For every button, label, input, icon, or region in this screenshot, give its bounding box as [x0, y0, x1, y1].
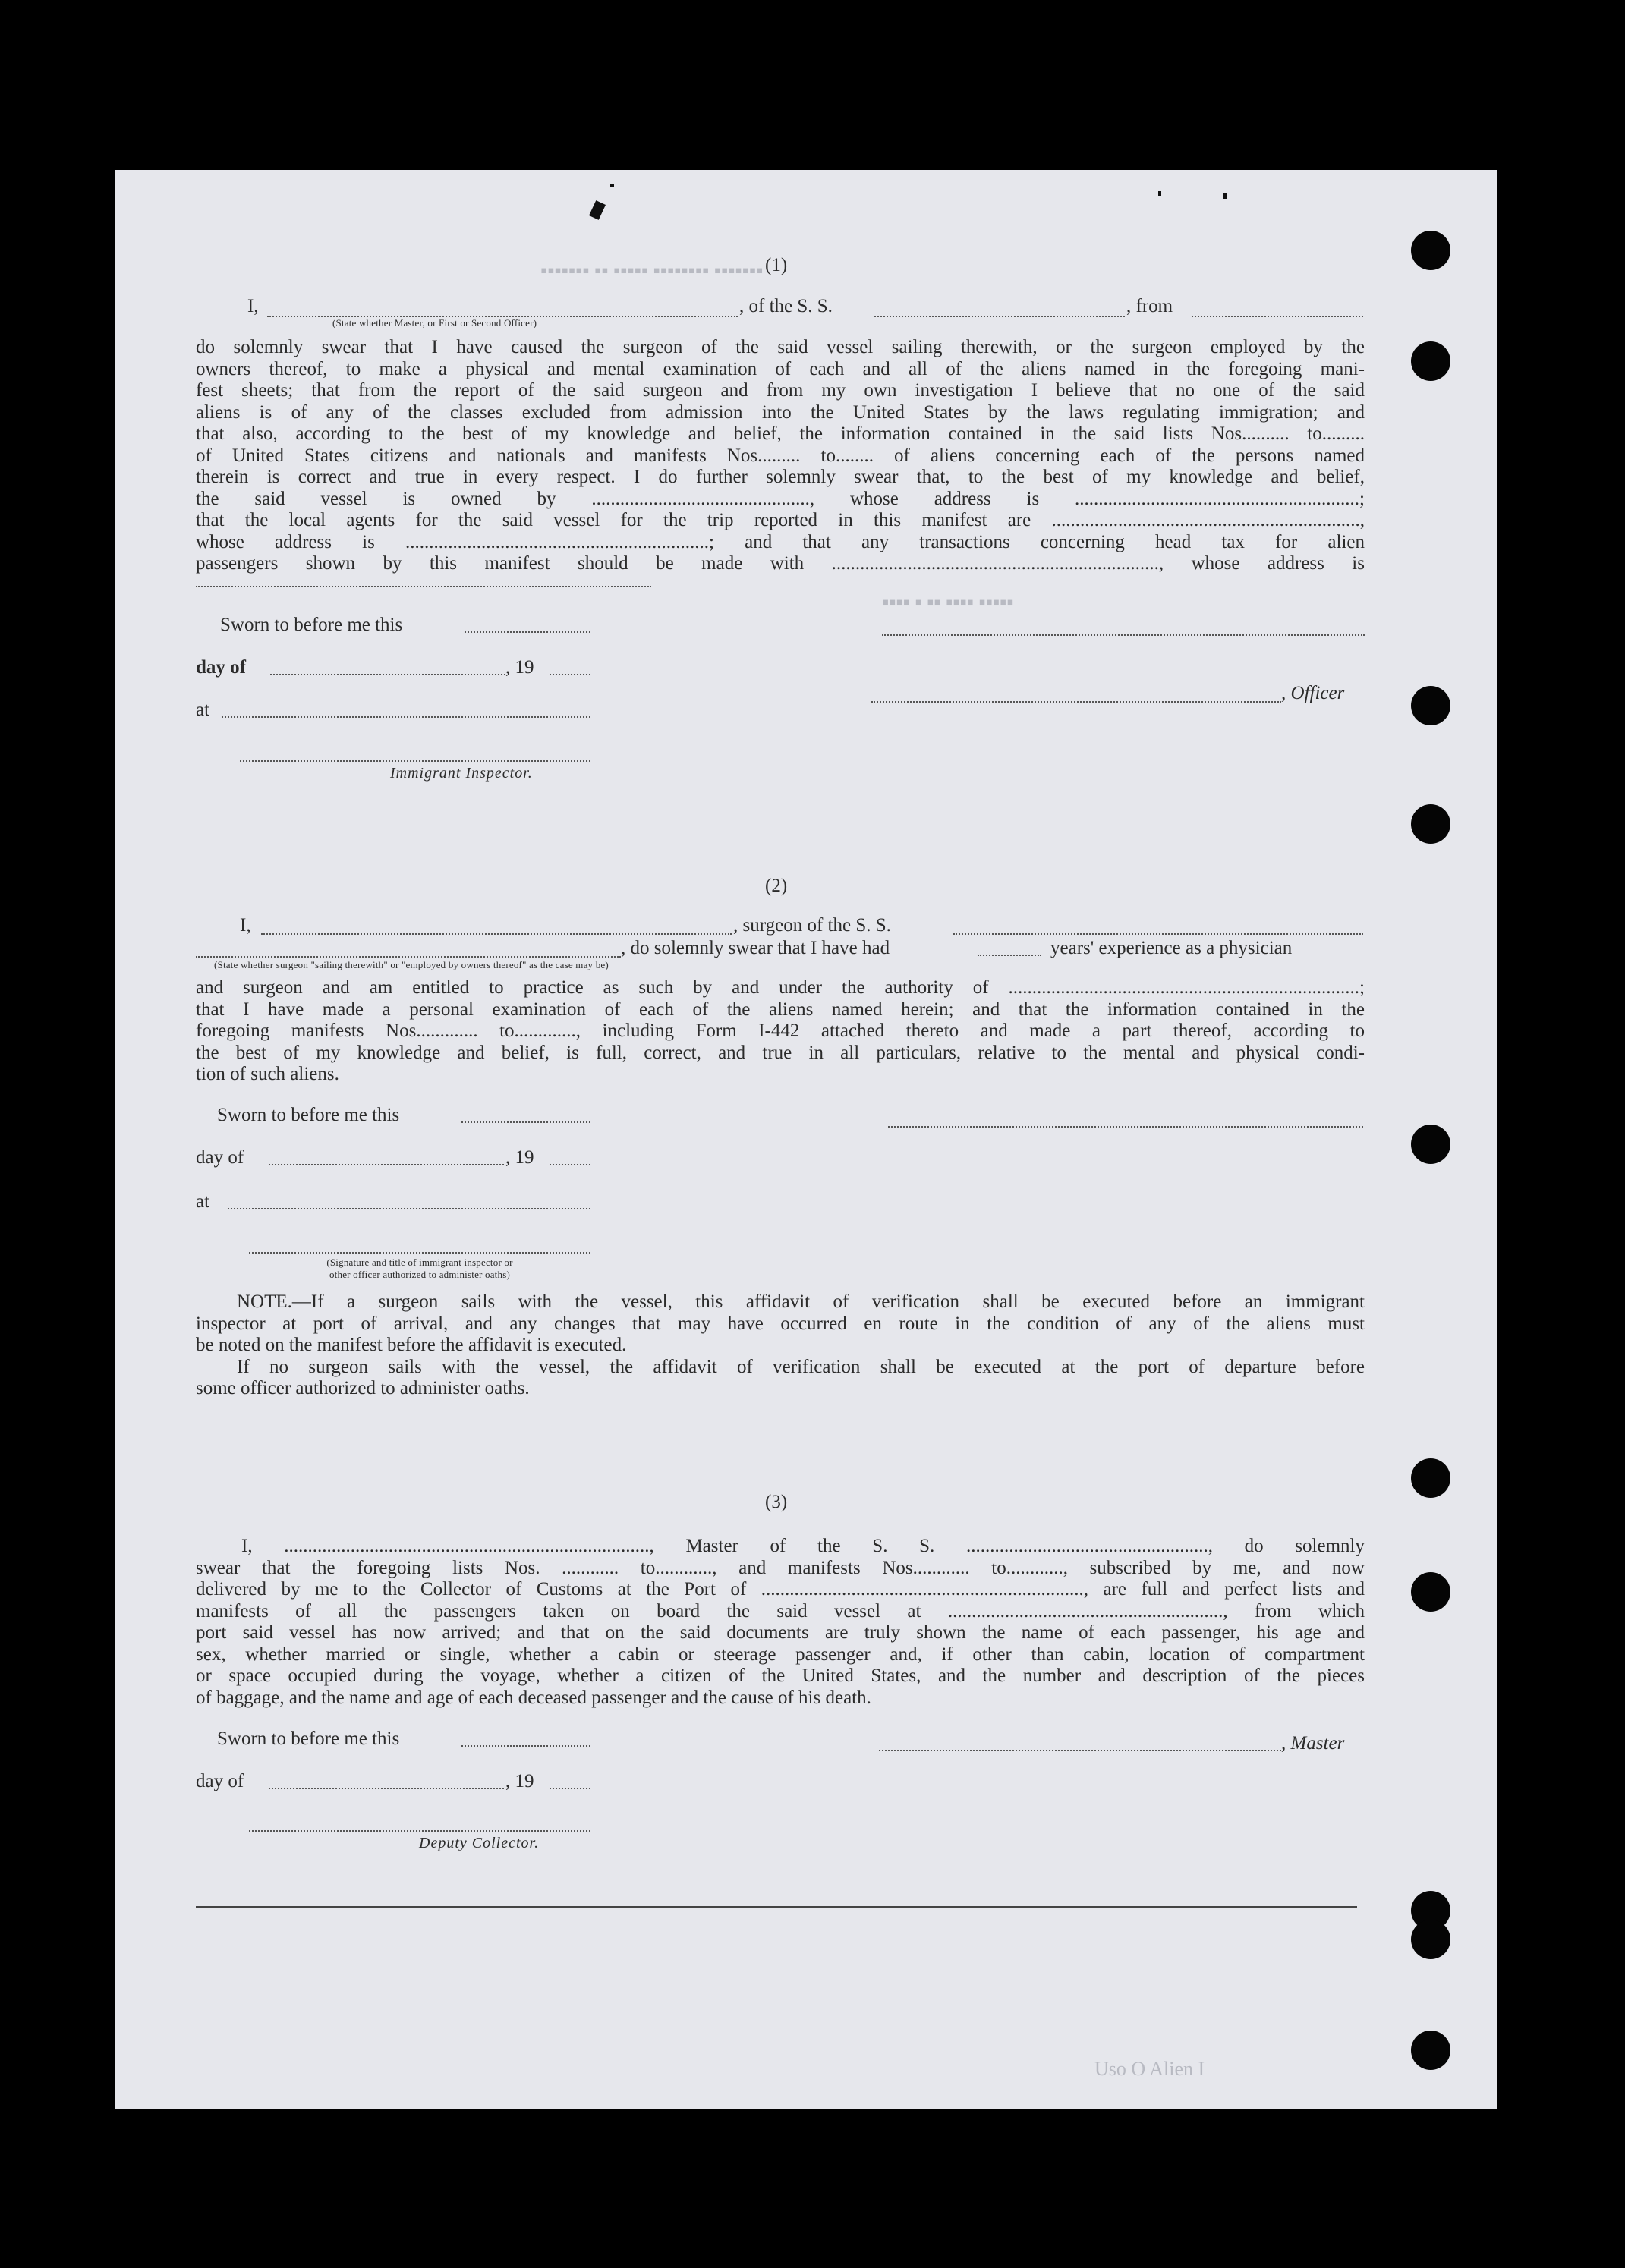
year-label-2: , 19: [505, 1147, 534, 1168]
bottom-rule: [196, 1906, 1357, 1908]
sworn-day-field-2[interactable]: [461, 1121, 590, 1123]
section-2-i: I,: [240, 915, 251, 936]
note-paragraph: [196, 1291, 1365, 1400]
sworn-label: Sworn to before me this: [220, 615, 403, 635]
section-1-line: whose address is ................................................................; and that any transactions concerning head tax for alien: [196, 531, 1365, 552]
month-field[interactable]: [270, 674, 505, 675]
month-field-2[interactable]: [269, 1164, 504, 1165]
section-1-i: I,: [247, 296, 259, 316]
at-place-field[interactable]: [222, 716, 590, 718]
form-page: [115, 170, 1497, 2109]
section-1-line: of United States citizens and nationals and manifests Nos......... to........ of aliens concerning each of the persons named: [196, 445, 1365, 466]
section-1-line: passengers shown by this manifest should be made with ....................................................................., whose address is: [196, 553, 1365, 574]
from-label: , from: [1126, 296, 1173, 316]
year-field-3[interactable]: [550, 1788, 590, 1789]
section-1-line: the said vessel is owned by .............................................., whose address is ............................................................;: [196, 488, 1365, 509]
section-1-line: aliens is of any of the classes excluded from admission into the United States by the laws regulating immigration; and: [196, 401, 1365, 423]
punch-hole: [1411, 1458, 1450, 1498]
master-signature-field[interactable]: [879, 1750, 1281, 1751]
of-the-ss-label: , of the S. S.: [739, 296, 833, 316]
surgeon-signature-line[interactable]: [888, 1126, 1363, 1128]
officer-signature-line[interactable]: [882, 634, 1365, 636]
section-1-number: (1): [765, 255, 788, 275]
section-3-line: sex, whether married or single, whether a cabin or steerage passenger and, if other than cabin, location of compartment: [196, 1644, 1365, 1665]
section-2-line: the best of my knowledge and belief, is full, correct, and true in all particulars, relative to the mental and physical condi-: [196, 1042, 1365, 1063]
at-place-field-2[interactable]: [228, 1208, 590, 1209]
day-of-label: day of: [196, 657, 246, 678]
ink-mark: [610, 184, 614, 187]
section-3-body: [196, 1536, 1365, 1709]
at-label: at: [196, 700, 210, 720]
punch-hole: [1411, 804, 1450, 844]
bleed-through-text: Uso O Alien I: [1094, 2058, 1205, 2080]
ink-mark: [1158, 191, 1161, 196]
inspector-signature-line-2[interactable]: [249, 1252, 590, 1254]
sworn-day-field[interactable]: [465, 631, 590, 633]
do-solemnly-label: , do solemnly swear that I have had: [621, 938, 890, 958]
bleed-through-text: ▪▪▪▪▪▪▪ ▪▪ ▪▪▪▪▪ ▪▪▪▪▪▪▪▪ ▪▪▪▪▪▪▪: [540, 260, 764, 282]
ship-name-field[interactable]: [874, 316, 1125, 317]
section-3-line: I, ............................................................................., Master of the S. S. ..................................................., do solemnly: [241, 1536, 1365, 1556]
section-1-body: [196, 337, 1365, 575]
officer-label: , Officer: [1281, 683, 1345, 703]
at-label-2: at: [196, 1191, 210, 1212]
year-label-3: , 19: [505, 1771, 534, 1791]
ink-mark: [1223, 193, 1227, 199]
note-line: If no surgeon sails with the vessel, the affidavit of verification shall be executed at the port of departure before: [237, 1356, 1365, 1377]
surgeon-status-note: (State whether surgeon "sailing therewith" or "employed by owners thereof" as the case may be): [214, 959, 609, 970]
surgeon-ship-field[interactable]: [953, 933, 1363, 935]
section-1-line: fest sheets; that from the report of the said surgeon and from my own investigation I believe that no one of the said: [196, 380, 1365, 401]
punch-hole: [1411, 1125, 1450, 1164]
note-line: NOTE.—If a surgeon sails with the vessel, this affidavit of verification shall be executed before an immigrant: [237, 1291, 1365, 1312]
note-line: inspector at port of arrival, and any changes that may have occurred en route in the condition of any of the aliens must: [196, 1313, 1365, 1334]
sworn-day-field-3[interactable]: [461, 1745, 590, 1747]
collector-signature-line[interactable]: [249, 1830, 590, 1832]
section-2-line: and surgeon and am entitled to practice as such by and under the authority of ..........................................................................;: [196, 977, 1365, 998]
section-1-line: therein is correct and true in every respect. I do further solemnly swear that, to the best of my knowledge and belief,: [196, 467, 1365, 487]
collector-title: Deputy Collector.: [419, 1835, 540, 1851]
officer-role-note: (State whether Master, or First or Second Officer): [332, 317, 537, 329]
signature-note-line: other officer authorized to administer oaths): [329, 1269, 510, 1280]
year-field[interactable]: [550, 674, 590, 675]
section-2-body: [196, 977, 1365, 1086]
section-3-line: or space occupied during the voyage, whether a citizen of the United States, and the number and description of the pieces: [196, 1666, 1365, 1686]
signature-note: [249, 1257, 590, 1281]
from-port-field[interactable]: [1192, 316, 1363, 317]
section-3-line: delivered by me to the Collector of Customs at the Port of ...................................................................., are full and perfect lists and: [196, 1579, 1365, 1600]
years-experience-field[interactable]: [978, 955, 1041, 956]
year-field-2[interactable]: [550, 1164, 590, 1165]
punch-hole: [1411, 341, 1450, 381]
inspector-title: Immigrant Inspector.: [390, 765, 533, 782]
sworn-label-2: Sworn to before me this: [217, 1105, 400, 1125]
punch-hole: [1411, 686, 1450, 725]
ink-mark: [589, 200, 606, 220]
surgeon-name-field[interactable]: [261, 933, 732, 935]
section-2-line: foregoing manifests Nos............. to............., including Form I-442 attached thereto and made a part thereof, according to: [196, 1021, 1365, 1041]
section-1-line: that the local agents for the said vessel for the trip reported in this manifest are .................................................................,: [196, 510, 1365, 530]
note-last-line: be noted on the manifest before the affidavit is executed.: [196, 1335, 627, 1355]
bleed-through-text: ▪▪▪▪ ▪ ▪▪ ▪▪▪▪ ▪▪▪▪▪: [882, 591, 1014, 613]
section-3-line: manifests of all the passengers taken on board the said vessel at .........................................................., from which: [196, 1600, 1365, 1622]
section-2-number: (2): [765, 876, 788, 896]
years-experience-label: years' experience as a physician: [1050, 938, 1293, 958]
section-1-line: that also, according to the best of my knowledge and belief, the information contained in the said lists Nos.......... to.........: [196, 423, 1365, 444]
inspector-signature-line[interactable]: [240, 760, 590, 762]
agent-address-field[interactable]: [196, 586, 651, 587]
section-2-last-line: tion of such aliens.: [196, 1064, 339, 1084]
punch-hole: [1411, 2031, 1450, 2070]
section-3-number: (3): [765, 1492, 788, 1512]
month-field-3[interactable]: [269, 1788, 504, 1789]
section-1-line: do solemnly swear that I have caused the surgeon of the said vessel sailing therewith, or the surgeon employed by the: [196, 337, 1365, 357]
punch-hole: [1411, 231, 1450, 270]
year-label: , 19: [505, 657, 534, 678]
day-of-label-2: day of: [196, 1147, 244, 1168]
section-3-last-line: of baggage, and the name and age of each deceased passenger and the cause of his death.: [196, 1687, 871, 1708]
section-1-line: owners thereof, to make a physical and mental examination of each and all of the aliens named in the foregoing mani-: [196, 358, 1365, 379]
surgeon-status-field[interactable]: [196, 956, 621, 958]
day-of-label-3: day of: [196, 1771, 244, 1791]
officer-sign-field[interactable]: [871, 701, 1281, 703]
master-label: , Master: [1281, 1733, 1345, 1754]
note-last-line: some officer authorized to administer oaths.: [196, 1378, 530, 1398]
signature-note-line: (Signature and title of immigrant inspector or: [326, 1257, 513, 1268]
section-2-line: that I have made a personal examination of each of the aliens named herein; and that the information contained in the: [196, 999, 1365, 1020]
section-3-line: swear that the foregoing lists Nos. ............ to............, and manifests Nos............ to............, subscribed by me, and now: [196, 1557, 1365, 1578]
punch-hole: [1411, 1572, 1450, 1612]
sworn-label-3: Sworn to before me this: [217, 1729, 400, 1749]
punch-hole: [1411, 1920, 1450, 1959]
section-3-line: port said vessel has now arrived; and that on the said documents are truly shown the name of each passenger, his age and: [196, 1622, 1365, 1643]
surgeon-of-label: , surgeon of the S. S.: [733, 915, 891, 936]
